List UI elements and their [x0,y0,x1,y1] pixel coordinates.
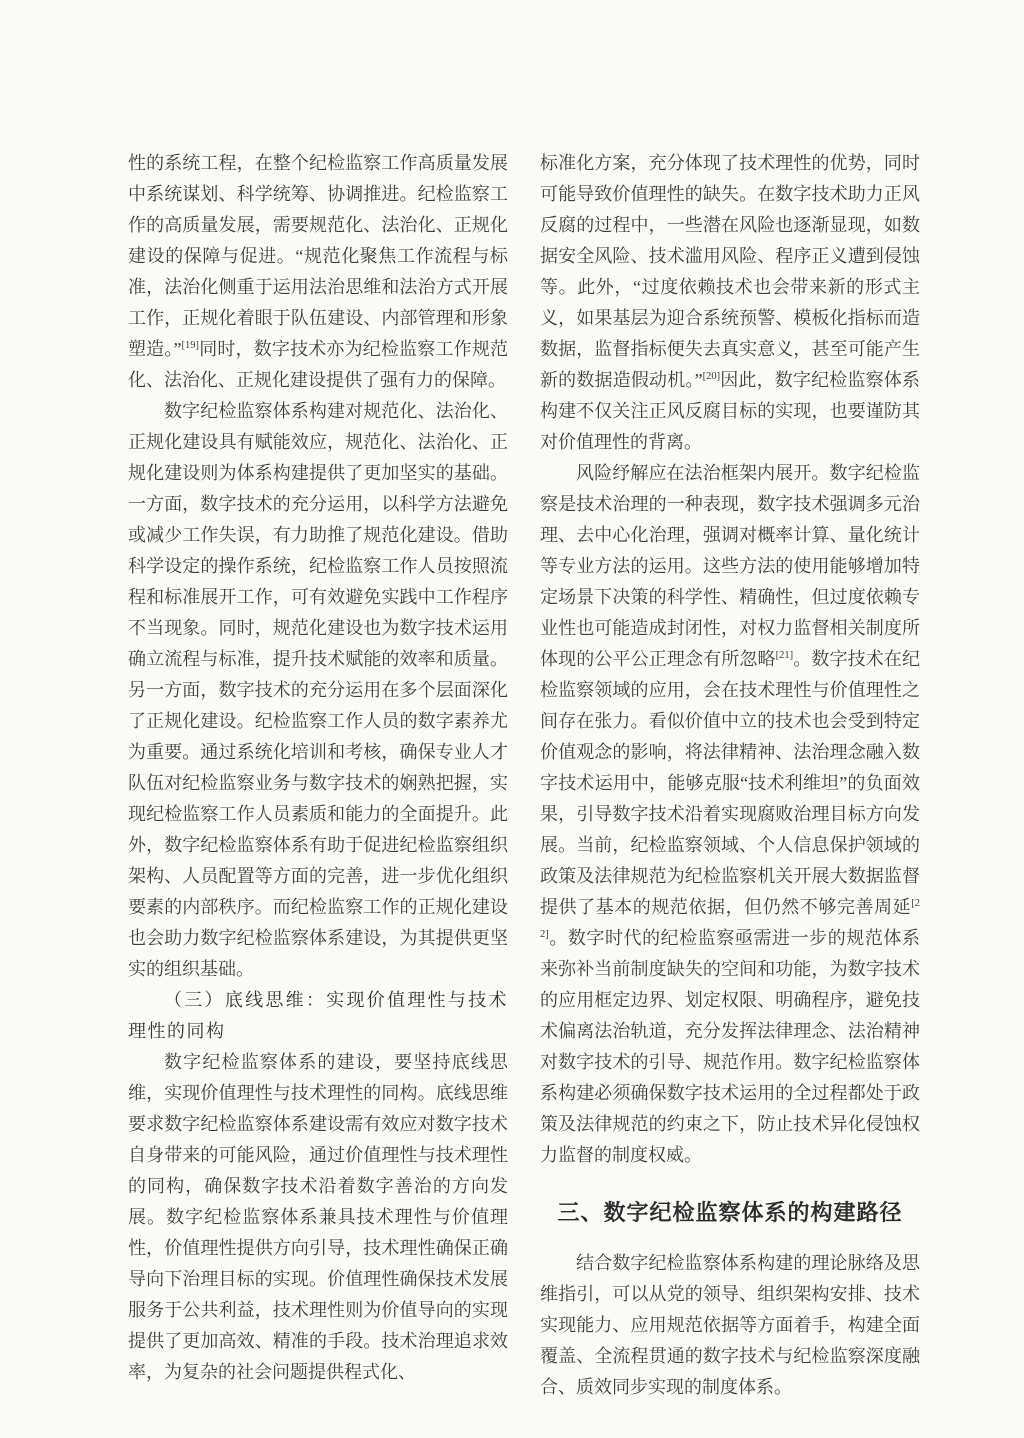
footnote-reference: [22] [540,898,920,940]
body-paragraph: 风险纾解应在法治框架内展开。数字纪检监察是技术治理的一种表现，数字技术强调多元治理、去中心化治理，强调对概率计算、量化统计等专业方法的运用。这些方法的使用能够增加特定场景下决策的科学性、精确性，但过度依赖专业性也可能造成封闭性，对权力监督相关制度所体现的公平公正理念有所忽略[21]。数字技术在纪检监察领域的应用，会在技术理性与价值理性之间存在张力。看似价值中立的技术也会受到特定价值观念的影响，将法律精神、法治理念融入数字技术运用中，能够克服“技术利维坦”的负面效果，引导数字技术沿着实现腐败治理目标方向发展。当前，纪检监察领域、个人信息保护领域的政策及法律规范为纪检监察机关开展大数据监督提供了基本的规范依据，但仍然不够完善周延[22]。数字时代的纪检监察亟需进一步的规范体系来弥补当前制度缺失的空间和功能，为数字技术的应用框定边界、划定权限、明确程序，避免技术偏离法治轨道，充分发挥法律理念、法治精神对数字技术的引导、规范作用。数字纪检监察体系构建必须确保数字技术运用的全过程都处于政策及法律规范的约束之下，防止技术异化侵蚀权力监督的制度权威。 [540,463,920,1165]
section-heading: 三、数字纪检监察体系的构建路径 [557,1200,903,1225]
subsection-heading: （三）底线思维：实现价值理性与技术理性的同构 [128,990,508,1041]
right-column [540,148,920,1403]
left-column [128,148,508,1403]
footnote-reference: [19] [181,340,200,351]
footnote-reference: [20] [702,371,721,382]
body-paragraph: 性的系统工程，在整个纪检监察工作高质量发展中系统谋划、科学统筹、协调推进。纪检监察工作的高质量发展，需要规范化、法治化、正规化建设的保障与促进。“规范化聚焦工作流程与标准，法治化侧重于运用法治思维和法治方式开展工作，正规化着眼于队伍建设、内部管理和形象塑造。”[19]同时，数字技术亦为纪检监察工作规范化、法治化、正规化建设提供了强有力的保障。 [128,153,508,390]
footnote-reference: [21] [775,650,794,661]
body-paragraph: 标准化方案，充分体现了技术理性的优势，同时可能导致价值理性的缺失。在数字技术助力正风反腐的过程中，一些潜在风险也逐渐显现，如数据安全风险、技术滥用风险、程序正义遭到侵蚀等。此外，“过度依赖技术也会带来新的形式主义，如果基层为迎合系统预警、模板化指标而造数据，监督指标便失去真实意义，甚至可能产生新的数据造假动机。”[20]因此，数字纪检监察体系构建不仅关注正风反腐目标的实现，也要谨防其对价值理性的背离。 [540,153,921,452]
body-paragraph: 数字纪检监察体系构建对规范化、法治化、正规化建设具有赋能效应，规范化、法治化、正规化建设则为体系构建提供了更加坚实的基础。一方面，数字技术的充分运用，以科学方法避免或减少工作失误，有力助推了规范化建设。借助科学设定的操作系统，纪检监察工作人员按照流程和标准展开工作，可有效避免实践中工作程序不当现象。同时，规范化建设也为数字技术运用确立流程与标准，提升技术赋能的效率和质量。另一方面，数字技术的充分运用在多个层面深化了正规化建设。纪检监察工作人员的数字素养尤为重要。通过系统化培训和考核，确保专业人才队伍对纪检监察业务与数字技术的娴熟把握，实现纪检监察工作人员素质和能力的全面提升。此外，数字纪检监察体系有助于促进纪检监察组织架构、人员配置等方面的完善，进一步优化组织要素的内部秩序。而纪检监察工作的正规化建设也会助力数字纪检监察体系建设，为其提供更坚实的组织基础。 [128,401,508,979]
body-paragraph: 结合数字纪检监察体系构建的理论脉络及思维指引，可以从党的领导、组织架构安排、技术实现能力、应用规范依据等方面着手，构建全面覆盖、全流程贯通的数字技术与纪检监察深度融合、质效同步实现的制度体系。 [540,1253,920,1397]
body-paragraph: 数字纪检监察体系的建设，要坚持底线思维，实现价值理性与技术理性的同构。底线思维要求数字纪检监察体系建设需有效应对数字技术自身带来的可能风险，通过价值理性与技术理性的同构，确保数字技术沿着数字善治的方向发展。数字纪检监察体系兼具技术理性与价值理性，价值理性提供方向引导，技术理性确保正确导向下治理目标的实现。价值理性确保技术发展服务于公共利益，技术理性则为价值导向的实现提供了更加高效、精准的手段。技术治理追求效率，为复杂的社会问题提供程式化、 [128,1052,508,1382]
